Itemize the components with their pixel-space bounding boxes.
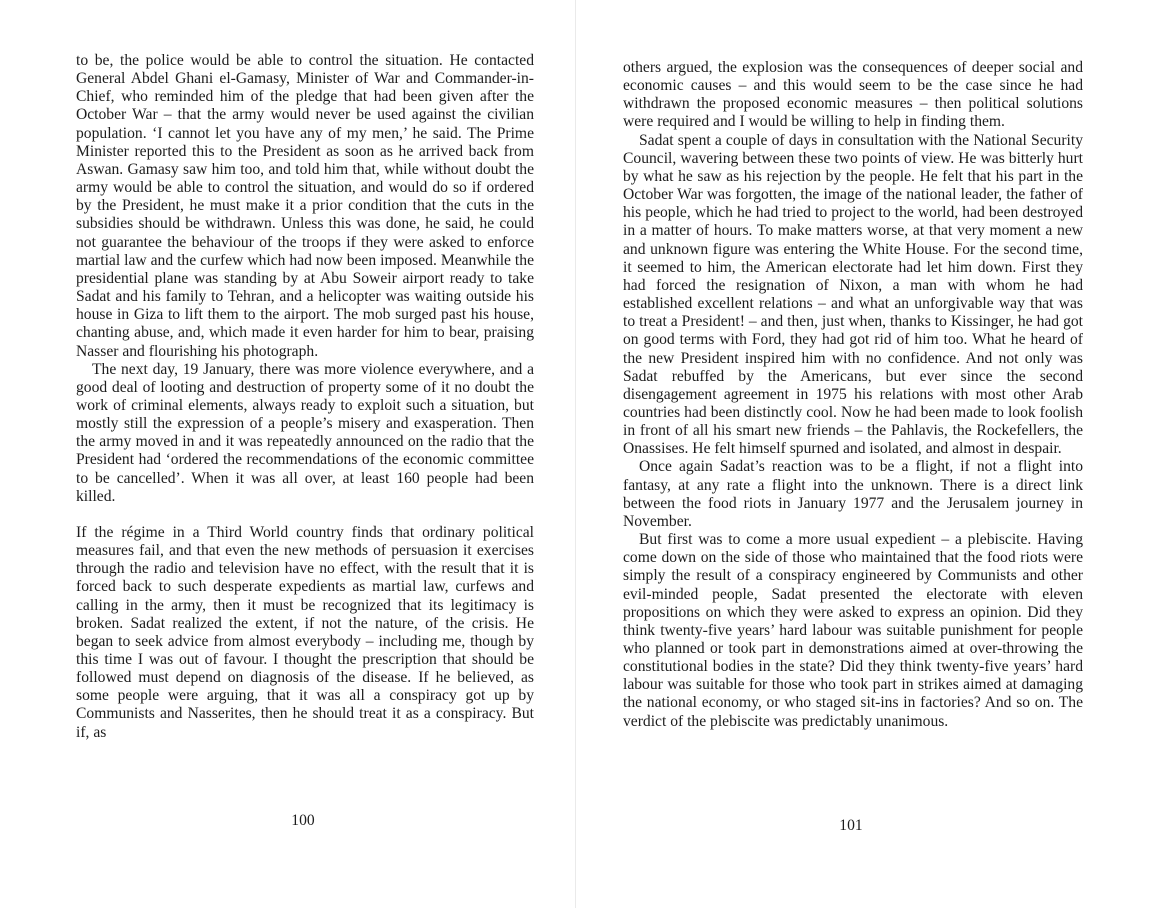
- right-page-body: [623, 59, 1083, 731]
- right-paragraph-1: others argued, the explosion was the consequences of deeper social and economic causes – and this would seem to be the case since he had withdrawn the proposed economic measures – then political solutions were required and I would be willing to help in finding them.: [623, 59, 1083, 131]
- left-paragraph-2: The next day, 19 January, there was more violence everywhere, and a good deal of looting and destruction of property some of it no doubt the work of criminal elements, always ready to exploit such a situation, but mostly still the expression of a people’s misery and exasperation. Then the army moved in and it was repeatedly announced on the radio that the President had ‘ordered the recommendations of the economic committee to be cancelled’. When it was all over, at least 160 people had been killed.: [76, 360, 534, 505]
- left-paragraph-3: If the régime in a Third World country finds that ordinary political measures fail, and that even the new methods of persuasion it exercises through the radio and television have no effect, with the result that it is forced back to such desperate expedients as martial law, curfews and calling in the army, then it must be recognized that its legitimacy is broken. Sadat realized the extent, if not the nature, of the crisis. He began to seek advice from almost everybody – including me, though by this time I was out of favour. I thought the prescription that should be followed must depend on diagnosis of the disease. If he believed, as some people were arguing, that it was all a conspiracy got up by Communists and Nasserites, then he should treat it as a conspiracy. But if, as: [76, 523, 534, 741]
- right-page: [575, 0, 1150, 908]
- left-page-number: 100: [291, 812, 315, 829]
- right-paragraph-4: But first was to come a more usual expedient – a plebiscite. Having come down on the side of those who maintained that the food riots were simply the result of a conspiracy engineered by Communists and other evil-minded people, Sadat presented the electorate with eleven propositions on which they were asked to express an opinion. Did they think twenty-five years’ hard labour was suitable punishment for people who planned or took part in demonstrations aimed at over-throwing the constitutional bodies in the state? Did they think twenty-five years’ hard labour was suitable for those who took part in strikes aimed at damaging the national economy, or who staged sit-ins in factories? And so on. The verdict of the plebiscite was predictably unanimous.: [623, 531, 1083, 730]
- right-page-number: 101: [839, 817, 863, 834]
- right-paragraph-2: Sadat spent a couple of days in consultation with the National Security Council, wavering between these two points of view. He was bitterly hurt by what he saw as his rejection by the people. He felt that his part in the October War was forgotten, the image of the national leader, the father of his people, which he had tried to project to the world, had been destroyed in a matter of hours. To make matters worse, at that very moment a new and unknown figure was entering the White House. For the second time, it seemed to him, the American electorate had let him down. First they had forced the resignation of Nixon, a man with whom he had established excellent relations – and what an unforgivable way that was to treat a President! – and then, just when, thanks to Kissinger, he had got on good terms with Ford, they had got rid of him too. What he heard of the new President inspired him with no confidence. And not only was Sadat rebuffed by the Americans, but ever since the second disengagement agreement in 1975 his relations with most other Arab countries had been distinctly cool. Now he had been made to look foolish in front of all his smart new friends – the Pahlavis, the Rockefellers, the Onassises. He felt himself spurned and isolated, and almost in despair.: [623, 131, 1083, 458]
- left-page-body: [76, 52, 534, 742]
- left-paragraph-1: to be, the police would be able to control the situation. He contacted General Abdel Ghani el-Gamasy, Minister of War and Commander-in-Chief, who reminded him of the pledge that had been given after the October War – that the army would never be used against the civilian population. ‘I cannot let you have any of my men,’ he said. The Prime Minister reported this to the President as soon as he arrived back from Aswan. Gamasy saw him too, and told him that, while without doubt the army would be able to control the situation, and would do so if ordered by the President, he must make it a prior condition that the cuts in the subsidies should be withdrawn. Unless this was done, he said, he could not guarantee the behaviour of the troops if they were asked to enforce martial law and the curfew which had now been imposed. Meanwhile the presidential plane was standing by at Abu Soweir airport ready to take Sadat and his family to Tehran, and a helicopter was waiting outside his house in Giza to lift them to the airport. The mob surged past his house, chanting abuse, and, which made it even harder for him to bear, praising Nasser and flourishing his photograph.: [76, 52, 534, 360]
- right-paragraph-3: Once again Sadat’s reaction was to be a flight, if not a flight into fantasy, at any rate a flight into the unknown. There is a direct link between the food riots in January 1977 and the Jerusalem journey in November.: [623, 458, 1083, 530]
